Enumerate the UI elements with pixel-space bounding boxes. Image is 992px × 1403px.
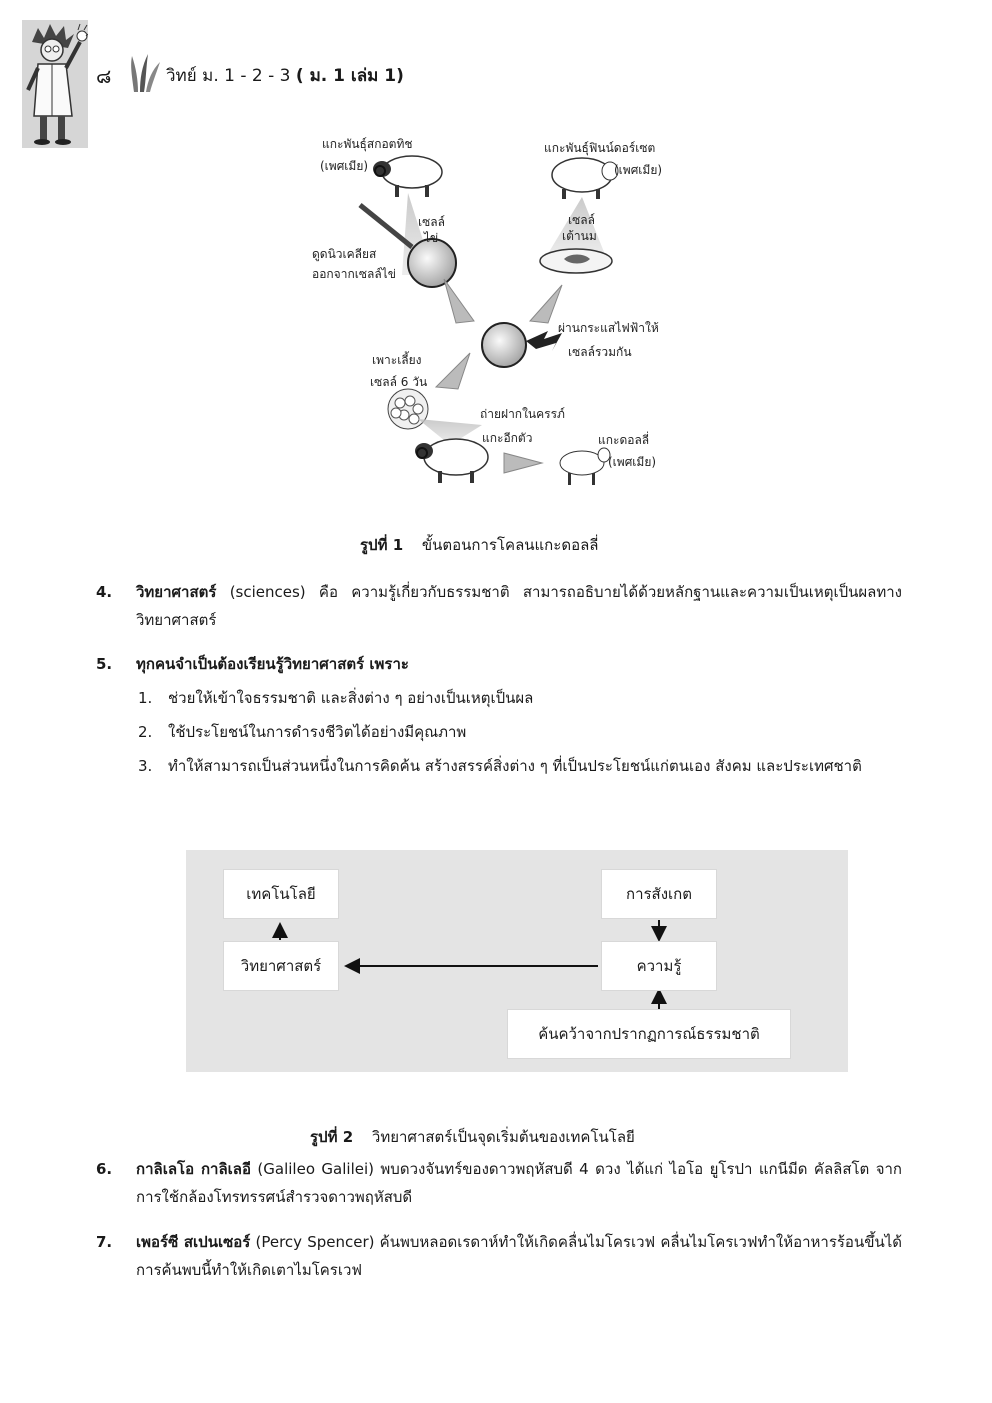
item-5-subitem <box>138 718 902 746</box>
label-udder-cell-1: เซลล์ <box>568 213 595 227</box>
page-number: ๘ <box>96 64 112 88</box>
dolly-lamb-icon <box>560 448 610 485</box>
surrogate-sheep-icon <box>415 439 488 483</box>
label-culture-2: เซลล์ 6 วัน <box>370 375 428 389</box>
item-7-number: 7. <box>96 1233 113 1251</box>
item-6-text: (Galileo Galilei) พบดวงจันทร์ของดาวพฤหัสบดี 4 ดวง ได้แก่ ไอโอ ยูโรปา แกนีมีด คัลลิสโต จากการใช้กล้องโทรทรรศน์สำรวจดาวพฤหัสบดี <box>136 1160 903 1206</box>
embryo-icon <box>388 389 428 429</box>
item-7-text: (Percy Spencer) ค้นพบหลอดเรดาห์ทำให้เกิดคลื่นไมโครเวฟ คลื่นไมโครเวฟทำให้อาหารร้อนขึ้นได้ การค้นพบนี้ทำให้เกิดเตาไมโครเวฟ <box>136 1233 902 1279</box>
item-5-title: ทุกคนจำเป็นต้องเรียนรู้วิทยาศาสตร์ เพราะ <box>136 655 409 673</box>
item-5-subitem <box>138 752 902 780</box>
label-suck-nucleus-2: ออกจากเซลล์ไข่ <box>312 267 396 281</box>
item-6 <box>96 1155 902 1211</box>
item-5-number: 5. <box>96 655 113 673</box>
item-7 <box>96 1228 902 1284</box>
label-finn-sheep: แกะพันธุ์ฟินน์ดอร์เซต <box>544 141 656 155</box>
item-6-number: 6. <box>96 1160 113 1178</box>
subitem-number: 1. <box>138 689 153 707</box>
label-electric-2: เซลล์รวมกัน <box>568 345 632 359</box>
item-4-term: วิทยาศาสตร์ <box>136 583 217 601</box>
book-volume: ( ม. 1 เล่ม 1) <box>295 66 404 86</box>
scientist-mascot-icon <box>22 20 88 148</box>
item-6-term: กาลิเลโอ กาลิเลอี <box>136 1160 251 1178</box>
figure2-caption <box>310 1125 635 1149</box>
figure-dolly-cloning <box>300 125 700 505</box>
item-4-number: 4. <box>96 583 113 601</box>
label-scottish-sheep: แกะพันธุ์สกอตทิช <box>322 137 413 151</box>
box-observation: การสังเกต <box>602 870 716 918</box>
label-egg-cell-2: ไข่ <box>424 231 439 245</box>
item-4-text: (sciences) คือ ความรู้เกี่ยวกับธรรมชาติ สามารถอธิบายได้ด้วยหลักฐานและความเป็นเหตุเป็นผลทางวิทยาศาสตร์ <box>136 583 902 629</box>
book-header <box>166 62 404 89</box>
box-knowledge: ความรู้ <box>602 942 716 990</box>
grass-icon <box>128 52 162 94</box>
box-science: วิทยาศาสตร์ <box>224 942 338 990</box>
item-5-subitem <box>138 684 902 712</box>
figure1-caption-text: ขั้นตอนการโคลนแกะดอลลี่ <box>421 536 599 554</box>
subitem-number: 3. <box>138 757 153 775</box>
finn-sheep-icon <box>552 158 618 199</box>
label-finn-sex: (เพศเมีย) <box>614 163 663 177</box>
box-technology: เทคโนโลยี <box>224 870 338 918</box>
subitem-text: ใช้ประโยชน์ในการดำรงชีวิตได้อย่างมีคุณภาพ <box>168 723 467 741</box>
figure2-caption-label: รูปที่ 2 <box>310 1128 354 1146</box>
box-research: ค้นคว้าจากปรากฏการณ์ธรรมชาติ <box>508 1010 790 1058</box>
label-implant-1: ถ่ายฝากในครรภ์ <box>480 407 565 421</box>
item-5 <box>96 650 902 678</box>
book-title: วิทย์ ม. 1 - 2 - 3 <box>166 66 291 86</box>
figure-science-technology-diagram <box>186 850 848 1072</box>
label-implant-2: แกะอีกตัว <box>482 431 533 445</box>
figure1-caption-label: รูปที่ 1 <box>360 536 404 554</box>
label-scottish-sex: (เพศเมีย) <box>320 159 369 173</box>
scottish-sheep-icon <box>373 156 442 197</box>
figure2-caption-text: วิทยาศาสตร์เป็นจุดเริ่มต้นของเทคโนโลยี <box>371 1128 635 1146</box>
label-egg-cell-1: เซลล์ <box>418 215 445 229</box>
subitem-number: 2. <box>138 723 153 741</box>
subitem-text: ทำให้สามารถเป็นส่วนหนึ่งในการคิดค้น สร้างสรรค์สิ่งต่าง ๆ ที่เป็นประโยชน์แก่ตนเอง สังคม และประเทศชาติ <box>168 757 862 775</box>
subitem-text: ช่วยให้เข้าใจธรรมชาติ และสิ่งต่าง ๆ อย่างเป็นเหตุเป็นผล <box>168 689 534 707</box>
item-4 <box>96 578 902 634</box>
label-dolly: แกะดอลลี่ <box>598 433 650 447</box>
item-7-term: เพอร์ซี สเปนเซอร์ <box>136 1233 251 1251</box>
figure1-caption <box>360 533 598 557</box>
label-udder-cell-2: เต้านม <box>562 229 597 243</box>
label-electric-1: ผ่านกระแสไฟฟ้าให้ <box>558 321 659 335</box>
label-culture-1: เพาะเลี้ยง <box>372 353 422 367</box>
label-suck-nucleus-1: ดูดนิวเคลียส <box>312 247 377 261</box>
label-dolly-sex: (เพศเมีย) <box>608 455 657 469</box>
